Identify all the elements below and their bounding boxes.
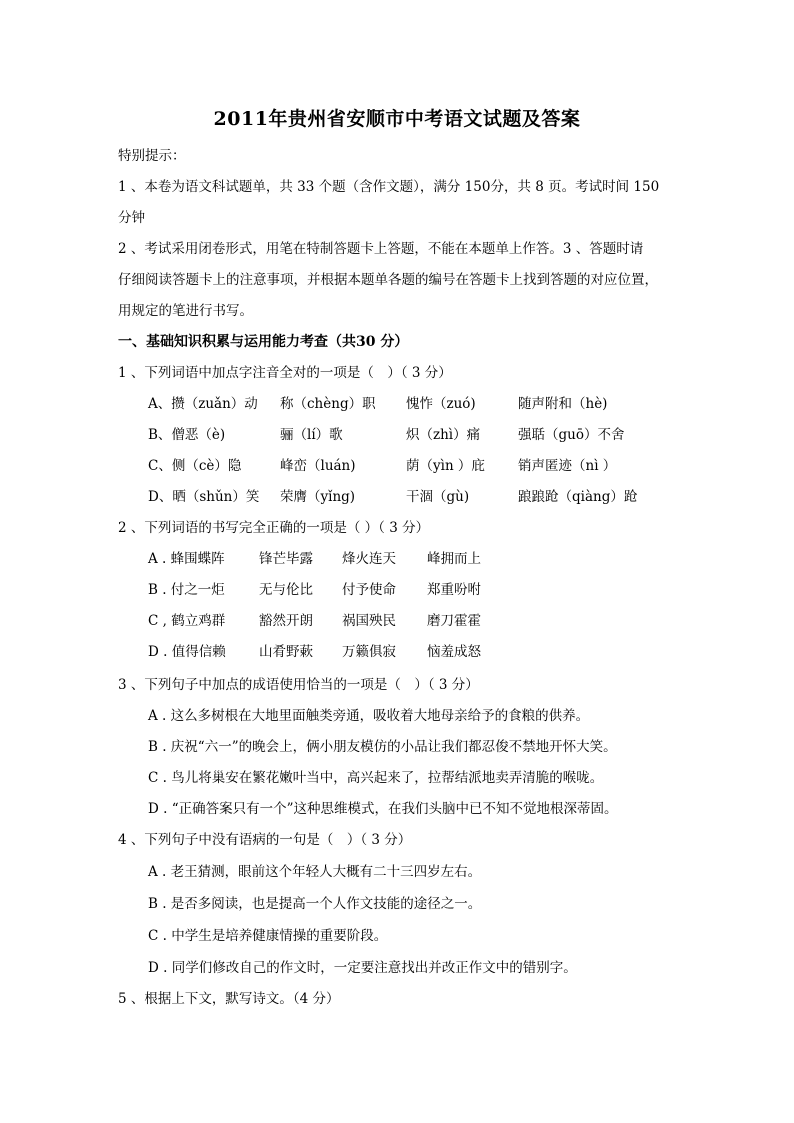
section-heading: 一、基础知识积累与运用能力考查（共30 分） [118, 334, 409, 350]
q2-option-cell: C , 鹤立鸡群 [148, 613, 226, 629]
notice-line: 分钟 [118, 210, 145, 226]
question-1-stem: 1 、下列词语中加点字注音全对的一项是（ ）（ 3 分） [118, 365, 452, 381]
q2-option-cell: 烽火连天 [342, 551, 396, 567]
page-title: 2011年贵州省安顺市中考语文试题及答案 [213, 108, 581, 130]
q1-option-cell: D、晒（shǔn）笑 [148, 489, 260, 505]
q2-option-cell: 祸国殃民 [342, 613, 396, 629]
q2-option-cell: B . 付之一炬 [148, 582, 225, 598]
q1-option-cell: 荣膺（yǐng) [280, 489, 356, 505]
notice-line: 2 、考试采用闭卷形式，用笔在特制答题卡上答题，不能在本题单上作答。3 、答题时请 [118, 241, 644, 257]
q1-option-cell: A、攒（zuǎn）动 [148, 396, 258, 412]
question-2-stem: 2 、下列词语的书写完全正确的一项是（ ）（ 3 分） [118, 520, 430, 536]
q2-option-cell: 山肴野蔌 [259, 644, 313, 660]
q2-option-cell: 付予使命 [342, 582, 396, 598]
q4-option: D . 同学们修改自己的作文时，一定要注意找出并改正作文中的错别字。 [148, 960, 577, 976]
q2-option-cell: 郑重吩咐 [427, 582, 481, 598]
q1-option-cell: 荫（yìn ）庇 [406, 458, 485, 474]
q1-option-cell: 愧怍（zuó) [406, 396, 476, 412]
q2-option-cell: 豁然开朗 [259, 613, 313, 629]
q3-option: A . 这么多树根在大地里面触类旁通，吸收着大地母亲给予的食粮的供养。 [148, 708, 590, 724]
q4-option: C . 中学生是培养健康情操的重要阶段。 [148, 928, 388, 944]
question-5-stem: 5 、根据上下文，默写诗文。（4 分） [118, 991, 340, 1007]
q1-option-cell: 炽（zhì）痛 [406, 427, 481, 443]
q2-option-cell: 磨刀霍霍 [427, 613, 481, 629]
q1-option-cell: C、侧（cè）隐 [148, 458, 242, 474]
q2-option-cell: 万籁俱寂 [342, 644, 396, 660]
q1-option-cell: 干涸（gù) [406, 489, 470, 505]
q1-option-cell: 称（chèng）职 [280, 396, 376, 412]
q3-option: D . “正确答案只有一个”这种思维模式，在我们头脑中已不知不觉地根深蒂固。 [148, 801, 618, 817]
q2-option-cell: 峰拥而上 [427, 551, 481, 567]
q2-option-cell: D . 值得信赖 [148, 644, 226, 660]
q4-option: B . 是否多阅读，也是提高一个人作文技能的途径之一。 [148, 896, 482, 912]
notice-line: 1 、本卷为语文科试题单，共 33 个题（含作文题），满分 150分，共 8 页。考试时间 150 [118, 179, 660, 195]
q2-option-cell: 无与伦比 [259, 582, 313, 598]
q2-option-cell: 恼羞成怒 [427, 644, 481, 660]
q2-option-cell: 锋芒毕露 [259, 551, 313, 567]
q4-option: A . 老王猜测，眼前这个年轻人大概有二十三四岁左右。 [148, 864, 482, 880]
notice-line: 用规定的笔进行书写。 [118, 303, 253, 319]
q2-option-cell: A . 蜂围蝶阵 [148, 551, 225, 567]
q3-option: B . 庆祝“六一”的晚会上，俩小朋友模仿的小品让我们都忍俊不禁地开怀大笑。 [148, 739, 617, 755]
notice-line: 仔细阅读答题卡上的注意事项，并根据本题单各题的编号在答题卡上找到答题的对应位置， [118, 272, 658, 288]
q1-option-cell: 销声匿迹（nì ） [518, 458, 617, 474]
q1-option-cell: B、僧恶（è) [148, 427, 226, 443]
q1-option-cell: 峰峦（luán) [280, 458, 356, 474]
q1-option-cell: 踉踉跄（qiàng）跄 [518, 489, 638, 505]
q3-option: C . 鸟儿将巢安在繁花嫩叶当中，高兴起来了，拉帮结派地卖弄清脆的喉咙。 [148, 770, 604, 786]
q1-option-cell: 强聒（guō）不舍 [518, 427, 625, 443]
question-4-stem: 4 、下列句子中没有语病的一句是（ ）（ 3 分） [118, 832, 412, 848]
notice-heading: 特别提示： [118, 148, 186, 164]
q1-option-cell: 随声附和（hè) [518, 396, 608, 412]
q1-option-cell: 骊（lí）歌 [280, 427, 343, 443]
question-3-stem: 3 、下列句子中加点的成语使用恰当的一项是（ ）（ 3 分） [118, 677, 479, 693]
